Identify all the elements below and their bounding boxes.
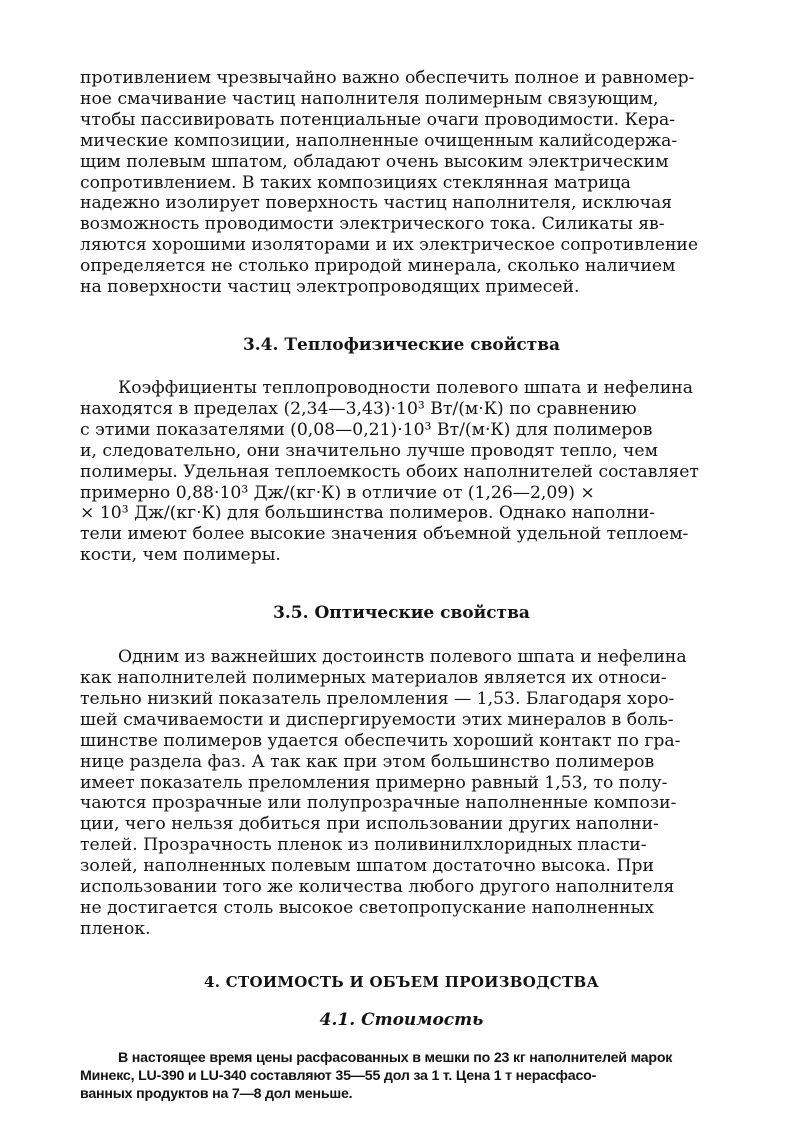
text-line: использовании того же количества любого другого наполнителя xyxy=(80,877,675,898)
paragraph-thermal xyxy=(80,378,723,566)
text-line: находятся в пределах (2,34—3,43)·10³ Вт/(м·К) по сравнению xyxy=(80,398,637,419)
text-line: золей, наполненных полевым шпатом достаточно высока. При xyxy=(80,856,654,877)
text-line: ное смачивание частиц наполнителя полимерным связующим, xyxy=(80,88,659,109)
text-line: телей. Прозрачность пленок из поливинилхлоридных пласти- xyxy=(80,835,647,856)
text-line: В настоящее время цены расфасованных в мешки по 23 кг наполнителей марок xyxy=(118,1049,673,1066)
text-line: нице раздела фаз. А так как при этом большинство полимеров xyxy=(80,751,655,772)
text-line: противлением чрезвычайно важно обеспечить полное и равномер- xyxy=(80,68,695,88)
text-line: определяется не столько природой минерала, сколько наличием xyxy=(80,256,676,277)
text-line: ции, чего нельзя добиться при использовании других наполни- xyxy=(80,814,659,835)
text-line: Коэффициенты теплопроводности полевого шпата и нефелина xyxy=(118,377,693,398)
text-line: примерно 0,88·10³ Дж/(кг·К) в отличие от (1,26—2,09) × xyxy=(80,482,595,503)
paragraph-optical xyxy=(80,647,723,940)
text-line: надежно изолирует поверхность частиц наполнителя, исключая xyxy=(80,193,673,214)
text-line: мические композиции, наполненные очищенным калийсодержа- xyxy=(80,130,678,151)
text-line: ляются хорошими изоляторами и их электрическое сопротивление xyxy=(80,235,699,256)
text-line: Минекс, LU-390 и LU-340 составляют 35—55 дол за 1 т. Цена 1 т нерасфасо- xyxy=(80,1067,597,1084)
text-line: сопротивлением. В таких композициях стеклянная матрица xyxy=(80,172,631,193)
text-line: пленок. xyxy=(80,918,151,939)
text-line: на поверхности частиц электропроводящих примесей. xyxy=(80,277,580,298)
text-line: щим полевым шпатом, обладают очень высоким электрическим xyxy=(80,151,669,172)
text-line: шей смачиваемости и диспергируемости этих минералов в боль- xyxy=(80,709,674,730)
paragraph-prices xyxy=(80,1049,723,1103)
text-line: не достигается столь высокое светопропускание наполненных xyxy=(80,898,654,918)
text-line: чаются прозрачные или полупрозрачные наполненные компози- xyxy=(80,793,677,814)
text-line: чтобы пассивировать потенциальные очаги проводимости. Кера- xyxy=(80,109,676,130)
text-line: ванных продуктов на 7—8 дол меньше. xyxy=(80,1085,353,1102)
section-heading-cost: 4.1. Стоимость xyxy=(319,1009,484,1030)
chapter-heading-cost-production: 4. СТОИМОСТЬ И ОБЪЕМ ПРОИЗВОДСТВА xyxy=(204,972,599,991)
text-line: кости, чем полимеры. xyxy=(80,545,281,566)
text-line: как наполнителей полимерных материалов является их относи- xyxy=(80,668,667,689)
text-line: с этими показателями (0,08—0,21)·10³ Вт/(м·К) для полимеров xyxy=(80,419,653,440)
paragraph-electrical xyxy=(80,68,723,298)
text-line: полимеры. Удельная теплоемкость обоих наполнителей составляет xyxy=(80,461,699,482)
section-heading-thermal: 3.4. Теплофизические свойства xyxy=(242,334,561,355)
text-line: Одним из важнейших достоинств полевого шпата и нефелина xyxy=(118,647,687,668)
text-line: тельно низкий показатель преломления — 1,53. Благодаря хоро- xyxy=(80,688,675,709)
text-line: возможность проводимости электрического тока. Силикаты яв- xyxy=(80,214,665,235)
text-line: тели имеют более высокие значения объемной удельной теплоем- xyxy=(80,524,689,545)
text-line: × 10³ Дж/(кг·К) для большинства полимеров. Однако наполни- xyxy=(80,503,655,524)
text-line: шинстве полимеров удается обеспечить хороший контакт по гра- xyxy=(80,730,681,751)
text-line: и, следовательно, они значительно лучше проводят тепло, чем xyxy=(80,440,658,461)
text-line: имеет показатель преломления примерно равный 1,53, то полу- xyxy=(80,772,668,793)
section-heading-optical: 3.5. Оптические свойства xyxy=(273,603,530,624)
